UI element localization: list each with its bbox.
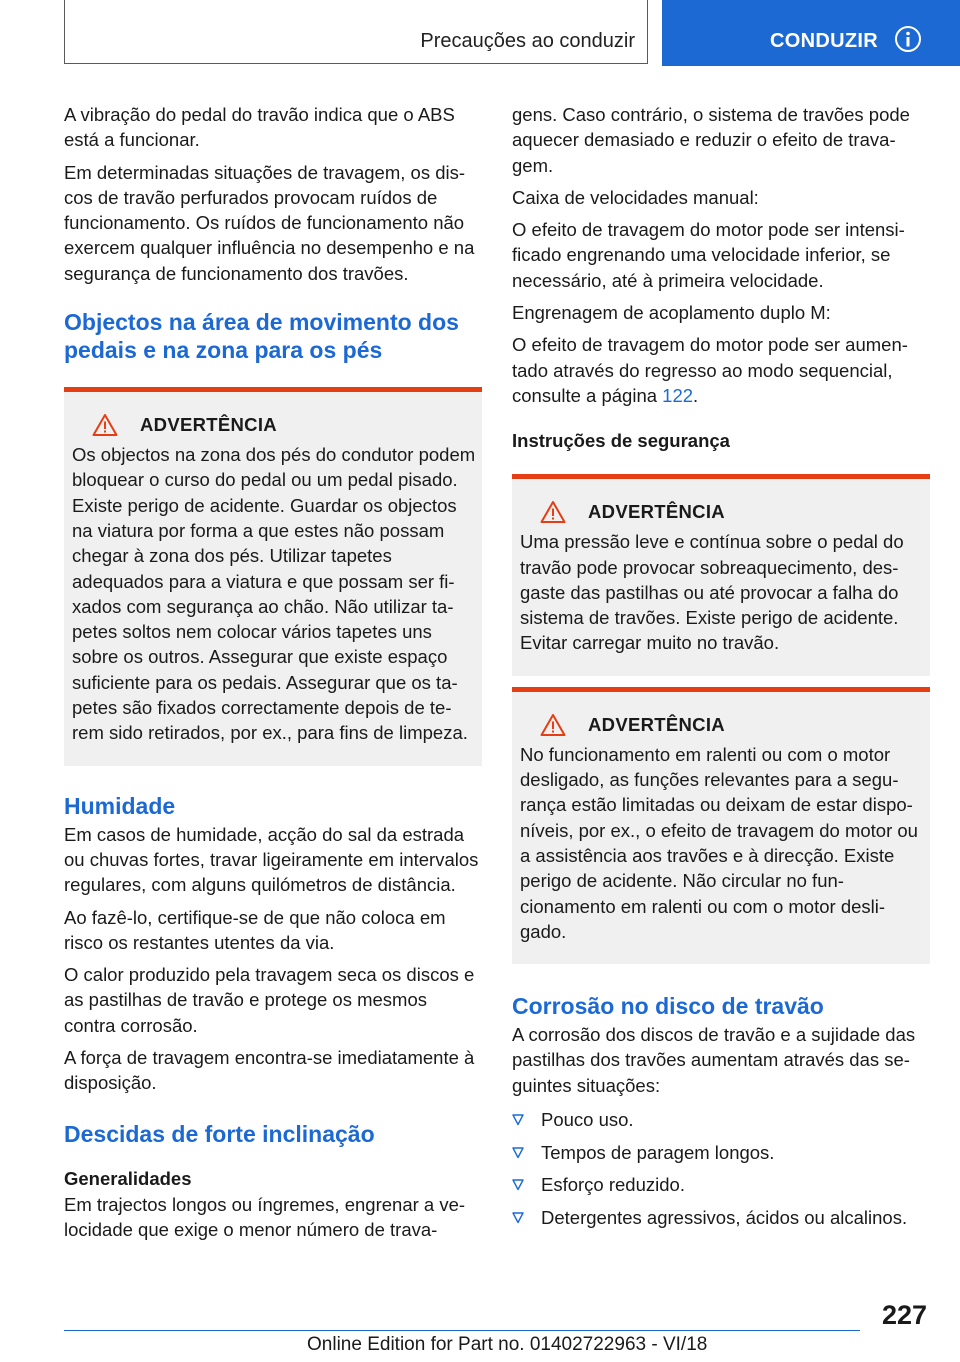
- paragraph: Em trajectos longos ou íngremes, engrenar a velocidade que exige o menor número de trava-: [64, 1193, 466, 1240]
- triangle-bullet-icon: [512, 1212, 524, 1224]
- left-column: [64, 102, 482, 1249]
- footer-edition: Online Edition for Part no. 01402722963 - VI/18: [307, 1334, 708, 1355]
- warning-box: [64, 387, 482, 766]
- section-heading-descidas: Descidas de forte inclinação: [64, 1120, 375, 1147]
- section-heading-objectos: Objectos na área de movimento dos pedais e na zona para os pés: [64, 309, 459, 364]
- paragraph: gens. Caso contrário, o sistema de travões pode aquecer demasiado e reduzir o efeito de travagem.: [512, 104, 910, 176]
- list-item: [512, 1205, 930, 1230]
- page-reference-link[interactable]: 122: [662, 384, 694, 406]
- section-tab[interactable]: [662, 0, 960, 66]
- info-icon[interactable]: [894, 25, 922, 53]
- subheading-instrucoes: Instruções de segurança: [512, 430, 730, 452]
- right-column: [512, 102, 930, 1237]
- triangle-bullet-icon: [512, 1179, 524, 1191]
- warning-triangle-icon: [92, 413, 118, 437]
- list-item: [512, 1107, 930, 1132]
- warning-box: [512, 687, 930, 964]
- paragraph: Caixa de velocidades manual:: [512, 186, 759, 208]
- warning-title: ADVERTÊNCIA: [588, 713, 725, 735]
- warning-text: Os objectos na zona dos pés do condutor podem bloquear o curso do pedal ou um pedal pisado. Existe perigo de acidente. Guardar os objectos na viatura por forma a que estes não possam chegar à zona dos pés. Utilizar tapetes adequados para a viatura e que possam ser fixados com segurança ao chão. Não utilizar tapetes soltos nem colocar vários tapetes uns sobre os outros. Assegurar que existe espaço suficiente para os pedais. Assegurar que os tapetes são fixados correctamente depois de terem sido retirados, por ex., para fins de limpeza.: [72, 444, 476, 744]
- list-item-text: Esforço reduzido.: [541, 1174, 685, 1196]
- paragraph: A força de travagem encontra-se imediatamente à disposição.: [64, 1047, 475, 1094]
- header-chapter-box: [64, 0, 648, 64]
- triangle-bullet-icon: [512, 1147, 524, 1159]
- paragraph: O calor produzido pela travagem seca os discos e as pastilhas de travão e protege os mesmos contra corrosão.: [64, 964, 475, 1036]
- warning-box: [512, 474, 930, 675]
- paragraph-text: O efeito de travagem do motor pode ser aumentado através do regresso ao modo sequencial, consulte a página: [512, 334, 908, 406]
- paragraph-end: .: [693, 384, 699, 406]
- list-item-text: Pouco uso.: [541, 1109, 634, 1131]
- paragraph: O efeito de travagem do motor pode ser intensificado engrenando uma velocidade inferior, se necessário, até à primeira velocidade.: [512, 219, 905, 291]
- paragraph: Engrenagem de acoplamento duplo M:: [512, 302, 831, 324]
- warning-title: ADVERTÊNCIA: [140, 414, 277, 436]
- section-tab-label: CONDUZIR: [770, 30, 878, 52]
- warning-text: Uma pressão leve e contínua sobre o pedal do travão pode provocar sobreaquecimento, desgaste das pastilhas ou até provocar a falha do sistema de travões. Existe perigo de acidente. Evitar carregar muito no travão.: [520, 531, 904, 654]
- paragraph: Ao fazê-lo, certifique-se de que não coloca em risco os restantes utentes da via.: [64, 906, 446, 953]
- section-heading-corrosao: Corrosão no disco de travão: [512, 993, 824, 1020]
- warning-triangle-icon: [540, 500, 566, 524]
- section-heading-humidade: Humidade: [64, 792, 176, 819]
- warning-title: ADVERTÊNCIA: [588, 501, 725, 523]
- warning-text: No funcionamento em ralenti ou com o motor desligado, as funções relevantes para a segurança estão limitadas ou deixam de estar disponíveis, por ex., o efeito de travagem do motor ou a assistência aos travões e à direcção. Existe perigo de acidente. Não circular no funcionamento em ralenti ou com o motor desligado.: [520, 743, 918, 942]
- paragraph: A vibração do pedal do travão indica que o ABS está a funcionar.: [64, 104, 455, 151]
- list-item: [512, 1172, 930, 1197]
- paragraph-with-link: [512, 332, 930, 408]
- subheading-generalidades: Generalidades: [64, 1167, 192, 1189]
- list-item-text: Detergentes agressivos, ácidos ou alcalinos.: [541, 1206, 908, 1228]
- paragraph: Em casos de humidade, acção do sal da estrada ou chuvas fortes, travar ligeiramente em intervalos regulares, com alguns quilómetros de distância.: [64, 823, 479, 896]
- chapter-title: Precauções ao conduzir: [420, 30, 635, 52]
- warning-triangle-icon: [540, 713, 566, 737]
- triangle-bullet-icon: [512, 1114, 524, 1126]
- bullet-list: [512, 1107, 930, 1230]
- list-item: [512, 1140, 930, 1165]
- page-number: 227: [882, 1300, 928, 1330]
- footer-rule: [64, 1330, 860, 1331]
- list-item-text: Tempos de paragem longos.: [541, 1141, 775, 1163]
- paragraph: Em determinadas situações de travagem, os discos de travão perfurados provocam ruídos de funcionamento. Os ruídos de funcionamento não exercem qualquer influência no desempenho e na segurança de funcionamento dos travões.: [64, 161, 475, 284]
- paragraph: A corrosão dos discos de travão e a sujidade das pastilhas dos travões aumentam através das seguintes situações:: [512, 1024, 916, 1096]
